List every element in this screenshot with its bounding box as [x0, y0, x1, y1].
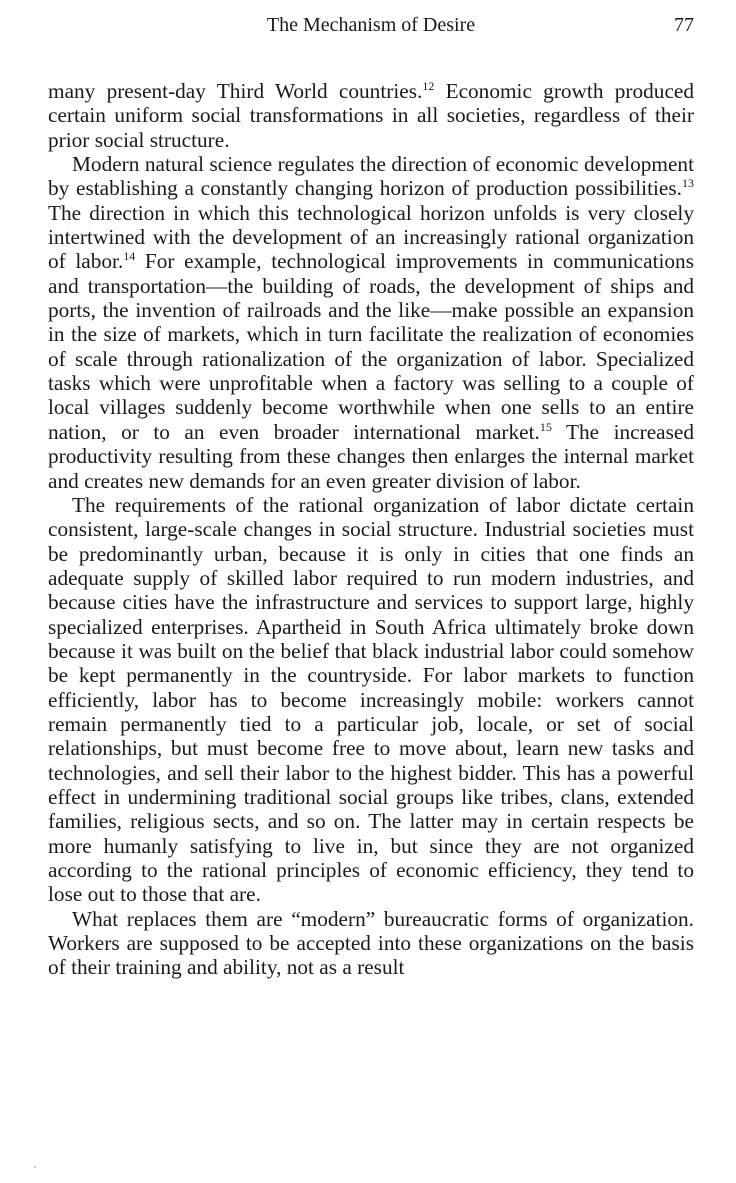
paragraph — [48, 907, 694, 980]
text-run: The requirements of the rational organization of labor dictate certain consistent, large-scale changes in social structure. Industrial societies must be predominantly urban, because it is only in cities that one finds an adequate supply of skilled labor required to run modern industries, and because cities have the infrastructure and services to support large, highly specialized enterprises. Apartheid in South Africa ultimately broke down because it was built on the belief that black industrial labor could somehow be kept permanently in the countryside. For labor markets to function efficiently, labor has to become increasingly mobile: workers cannot remain permanently tied to a particular job, locale, or set of social relationships, but must become free to move about, learn new tasks and technologies, and sell their labor to the highest bidder. This has a powerful effect in undermining traditional social groups like tribes, clans, extended families, religious sects, and so on. The latter may in certain respects be more humanly satisfying to live in, but since they are not organized according to the rational principles of economic efficiency, they tend to lose out to those that are. — [48, 492, 694, 907]
text-run: The direction in which this technological horizon unfolds is very closely intertwined with the development of an increasingly rational organization of labor. — [48, 200, 694, 274]
body-text — [48, 79, 694, 980]
footnote-ref: 12 — [422, 78, 435, 93]
running-header — [48, 12, 694, 38]
text-run: The increased productivity resulting from these changes then enlarges the internal market and creates new demands for an even greater division of labor. — [48, 419, 694, 493]
scan-speck — [34, 1166, 36, 1168]
footnote-ref: 15 — [539, 419, 552, 434]
text-run: Modern natural science regulates the direction of economic development by establishing a constantly changing horizon of production possibilities. — [48, 152, 694, 201]
text-run: What replaces them are “modern” bureaucratic forms of organization. Workers are supposed to be accepted into these organizations on the basis of their training and ability, not as a result — [48, 906, 694, 980]
footnote-ref: 14 — [123, 249, 136, 264]
text-run: many present-day Third World countries. — [48, 79, 423, 103]
paragraph — [48, 152, 694, 493]
footnote-ref: 13 — [682, 176, 694, 191]
running-title: The Mechanism of Desire — [266, 14, 476, 36]
text-run: Economic growth produced certain uniform social transformations in all societies, regardless of their prior social structure. — [48, 79, 694, 152]
paragraph — [48, 493, 694, 907]
paragraph — [48, 79, 694, 152]
text-run: For example, technological improvements in communications and transportation—the building of roads, the development of ships and ports, the invention of railroads and the like—make possible an expansion in the size of markets, which in turn facilitate the realization of economies of scale through rationalization of the organization of labor. Specialized tasks which were unprofitable when a factory was selling to a couple of local villages suddenly become worthwhile when one sells to an entire nation, or to an even broader international market. — [48, 249, 694, 444]
page-number: 77 — [674, 14, 694, 36]
